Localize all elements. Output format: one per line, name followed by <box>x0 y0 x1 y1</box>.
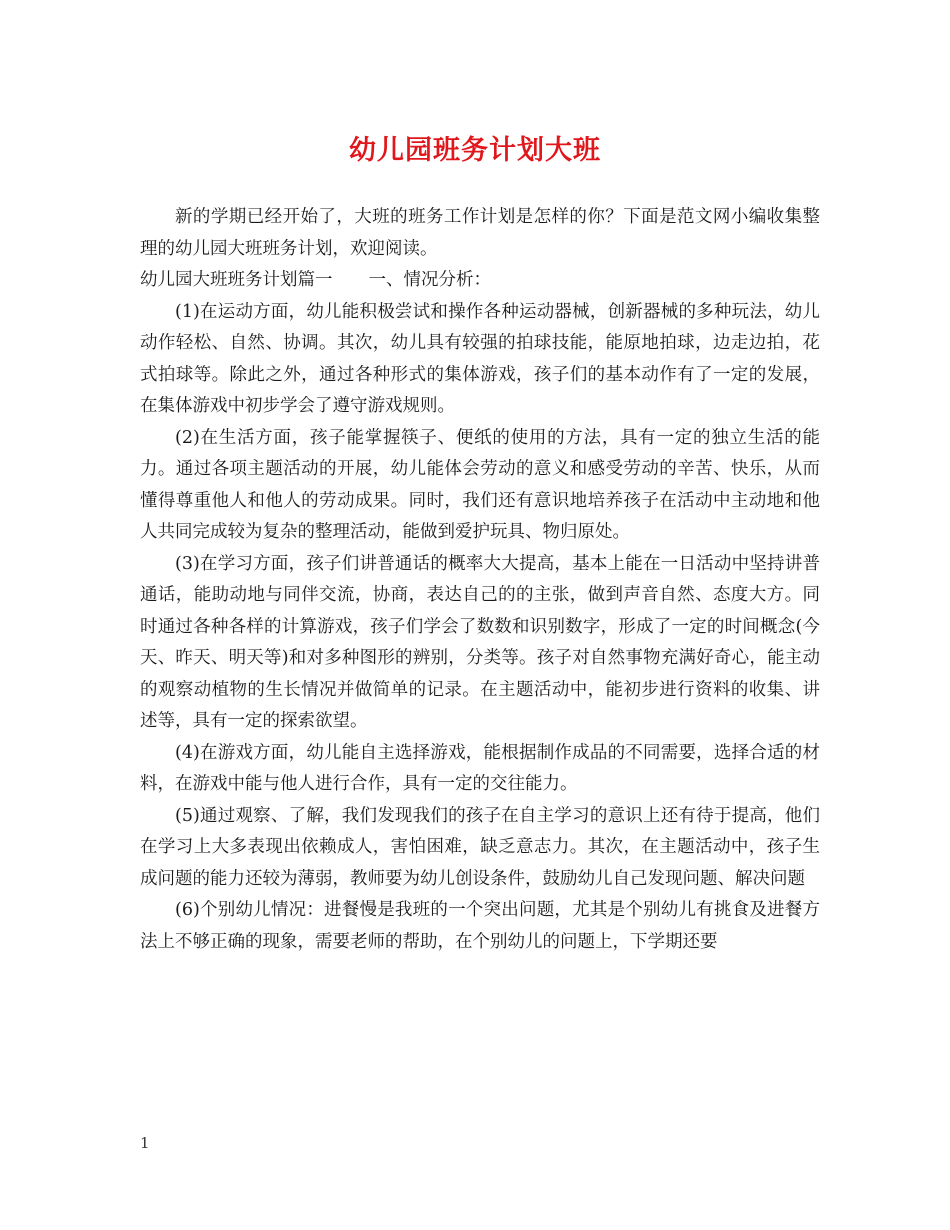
paragraph-observation: (5)通过观察、了解，我们发现我们的孩子在自主学习的意识上还有待于提高，他们在学习上大多表现出依赖成人，害怕困难，缺乏意志力。其次，在主题活动中，孩子生成问题的能力还较为薄弱，教师要为幼儿创设条件，鼓励幼儿自己发现问题、解决问题 <box>140 805 820 889</box>
section-heading-line <box>140 265 820 297</box>
document-body <box>140 202 820 958</box>
paragraph-games: (4)在游戏方面，幼儿能自主选择游戏，能根据制作成品的不同需要，选择合适的材料，在游戏中能与他人进行合作，具有一定的交往能力。 <box>140 742 820 794</box>
paragraph-sports: (1)在运动方面，幼儿能积极尝试和操作各种运动器械，创新器械的多种玩法，幼儿动作轻松、自然、协调。其次，幼儿具有较强的拍球技能，能原地拍球，边走边拍，花式拍球等。除此之外，通过各种形式的集体游戏，孩子们的基本动作有了一定的发展，在集体游戏中初步学会了遵守游戏规则。 <box>140 301 820 416</box>
section-heading: 幼儿园大班班务计划篇一 <box>140 270 333 290</box>
paragraph-individual: (6)个别幼儿情况：进餐慢是我班的一个突出问题，尤其是个别幼儿有挑食及进餐方法上不够正确的现象，需要老师的帮助，在个别幼儿的问题上，下学期还要 <box>140 900 820 952</box>
document-title: 幼儿园班务计划大班 <box>349 135 601 166</box>
paragraph-life: (2)在生活方面，孩子能掌握筷子、便纸的使用的方法，具有一定的独立生活的能力。通过各项主题活动的开展，幼儿能体会劳动的意义和感受劳动的辛苦、快乐，从而懂得尊重他人和他人的劳动成果。同时，我们还有意识地培养孩子在活动中主动地和他人共同完成较为复杂的整理活动，能做到爱护玩具、物归原处。 <box>140 427 820 542</box>
paragraph-learning: (3)在学习方面，孩子们讲普通话的概率大大提高，基本上能在一日活动中坚持讲普通话，能助动地与同伴交流，协商，表达自己的的主张，做到声音自然、态度大方。同时通过各种各样的计算游戏，孩子们学会了数数和识别数字，形成了一定的时间概念(今天、昨天、明天等)和对多种图形的辨别，分类等。孩子对自然事物充满好奇心，能主动的观察动植物的生长情况并做简单的记录。在主题活动中，能初步进行资料的收集、讲述等，具有一定的探索欲望。 <box>140 553 820 731</box>
page-number: 1 <box>140 1134 150 1152</box>
intro-paragraph: 新的学期已经开始了，大班的班务工作计划是怎样的你？下面是范文网小编收集整理的幼儿园大班班务计划，欢迎阅读。 <box>140 207 820 259</box>
section-subheading: 一、情况分析： <box>368 270 491 290</box>
